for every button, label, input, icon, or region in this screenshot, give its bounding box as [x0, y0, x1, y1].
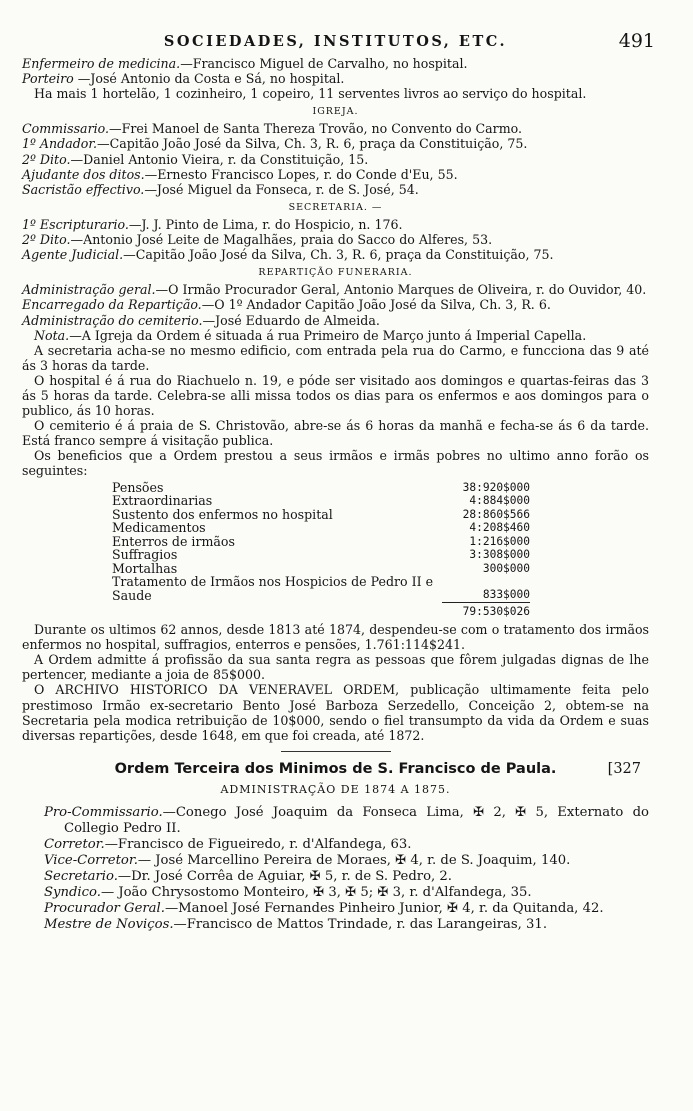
table-row: Tratamento de Irmãos nos Hospicios de Pedro II e Saude 833$000 — [112, 574, 530, 603]
table-row: Mortalhas 300$000 — [112, 560, 530, 576]
table-row: Sustento dos enfermos no hospital 28:860$566 — [112, 506, 530, 522]
cemiterio-hours: O cemiterio é á praia de S. Christovão, abre-se ás 6 horas da manhã e fecha-se ás 6 da tarde. Está franco sempre á visitação publica. — [22, 418, 649, 449]
entry-1-escripturario: 1º Escripturario.—J. J. Pinto de Lima, r. do Hospicio, n. 176. — [22, 216, 403, 232]
staff-note: Ha mais 1 hortelão, 1 cozinheiro, 1 copeiro, 11 serventes livros ao serviço do hospital. — [34, 86, 587, 102]
entry-agente-judicial: Agente Judicial.—Capitão João José da Silva, Ch. 3, R. 6, praça da Constituição, 75. — [22, 247, 554, 263]
entry-encarregado: Encarregado da Repartição.—O 1º Andador Capitão João José da Silva, Ch. 3, R. 6. — [22, 297, 551, 313]
section-heading-secretaria: SECRETARIA. — — [288, 201, 383, 213]
entry-secretario: Secretario.—Dr. José Corrêa de Aguiar, ✠ 5, r. de S. Pedro, 2. — [44, 868, 452, 884]
entry-mestre-novicos: Mestre de Noviços.—Francisco de Mattos Trindade, r. das Larangeiras, 31. — [44, 916, 548, 932]
entry-ajudante: Ajudante dos ditos.—Ernesto Francisco Lopes, r. do Conde d'Eu, 55. — [22, 166, 458, 182]
entry-cemiterio: Administração do cemiterio.—José Eduardo de Almeida. — [22, 312, 380, 328]
hospital-visits: O hospital é á rua do Riachuelo n. 19, e póde ser visitado aos domingos e quartas-feiras das 3 ás 5 horas da tarde. Celebra-se alli missa todos os dias para os enfermos e aos domingos para o publico, ás 10 horas. — [22, 372, 649, 419]
entry-sacristao: Sacristão effectivo.—José Miguel da Fonseca, r. de S. José, 54. — [22, 181, 419, 197]
entry-syndico: Syndico.— João Chrysostomo Monteiro, ✠ 3, ✠ 5; ✠ 3, r. d'Alfandega, 35. — [44, 884, 532, 900]
expenditure-summary: Durante os ultimos 62 annos, desde 1813 até 1874, despendeu-se com o tratamento dos irmãos enfermos no hospital, suffragios, enterros e pensões, 1.761:114$241. — [22, 622, 649, 653]
table-row: Pensões 38:920$000 — [112, 479, 530, 495]
table-row: Suffragios 3:308$000 — [112, 547, 530, 563]
table-row: Medicamentos 4:208$460 — [112, 520, 530, 536]
benefits-table — [112, 481, 530, 619]
archivo-note: O ARCHIVO HISTORICO DA VENERAVEL ORDEM, publicação ultimamente feita pelo prestimoso Irmão ex-secretario Bento José Barboza Serzedello, Conceição 2, obtem-se na Secretaria pela modica retribuição de 10$000, sendo o fiel transumpto da vida da Ordem e suas diversas repartições, desde 1648, em que foi creada, até 1872. — [22, 682, 649, 743]
minimos-list — [22, 805, 649, 933]
entry-commissario: Commissario.—Frei Manoel de Santa Thereza Trovão, no Convento do Carmo. — [22, 121, 523, 137]
entry-2-dito: 2º Dito.—Daniel Antonio Vieira, r. da Constituição, 15. — [22, 151, 369, 167]
entry-procurador-geral: Procurador Geral.—Manoel José Fernandes Pinheiro Junior, ✠ 4, r. da Quitanda, 42. — [44, 900, 604, 916]
nota-paragraph: Nota.—A Igreja da Ordem é situada á rua Primeiro de Março junto á Imperial Capella. — [34, 327, 587, 343]
entry-enfermeiro: Enfermeiro de medicina.—Francisco Miguel de Carvalho, no hospital. — [22, 56, 468, 71]
table-row: Extraordinarias 4:884$000 — [112, 493, 530, 509]
minimos-number: [327 — [607, 760, 641, 777]
entry-porteiro: Porteiro —José Antonio da Costa e Sá, no hospital. — [22, 71, 345, 87]
header-title: SOCIEDADES, INSTITUTOS, ETC. — [163, 33, 508, 50]
table-row: Enterros de irmãos 1:216$000 — [112, 533, 530, 549]
secretaria-hours: A secretaria acha-se no mesmo edificio, com entrada pela rua do Carmo, e funcciona das 9 até ás 3 horas da tarde. — [22, 342, 649, 373]
entry-vice-corretor: Vice-Corretor.— José Marcellino Pereira de Moraes, ✠ 4, r. de S. Joaquim, 140. — [44, 852, 571, 868]
entry-pro-commissario: Pro-Commissario.—Conego José Joaquim da Fonseca Lima, ✠ 2, ✠ 5, Externato do Collegio Pedro II. — [44, 804, 649, 836]
minimos-title: Ordem Terceira dos Minimos de S. Francisco de Paula. [327 — [114, 760, 641, 777]
admission-note: A Ordem admitte á profissão da sua santa regra as pessoas que fôrem julgadas dignas de lhe pertencer, mediante a joia de 85$000. — [22, 652, 649, 683]
section-heading-igreja: IGREJA. — [312, 106, 359, 118]
section-heading-funeraria: REPARTIÇÃO FUNERARIA. — [258, 267, 413, 279]
entry-administracao-geral: Administração geral.—O Irmão Procurador Geral, Antonio Marques de Oliveira, r. do Ouvidor, 40. — [22, 282, 647, 298]
page-number: 491 — [618, 30, 655, 52]
entry-corretor: Corretor.—Francisco de Figueiredo, r. d'Alfandega, 63. — [44, 836, 412, 852]
entry-1-andador: 1º Andador.—Capitão João José da Silva, Ch. 3, R. 6, praça da Constituição, 75. — [22, 136, 528, 152]
entry-2-dito-secretaria: 2º Dito.—Antonio José Leite de Magalhães, praia do Sacco do Alferes, 53. — [22, 232, 493, 248]
benefits-intro: Os beneficios que a Ordem prestou a seus irmãos e irmãs pobres no ultimo anno forão os seguintes: — [22, 448, 649, 479]
benefits-total-row — [112, 602, 530, 618]
benefits-total: 79:530$026 — [442, 602, 530, 618]
running-header — [22, 30, 655, 56]
section-divider — [281, 751, 391, 752]
minimos-subtitle: ADMINISTRAÇÃO DE 1874 A 1875. — [220, 782, 451, 796]
